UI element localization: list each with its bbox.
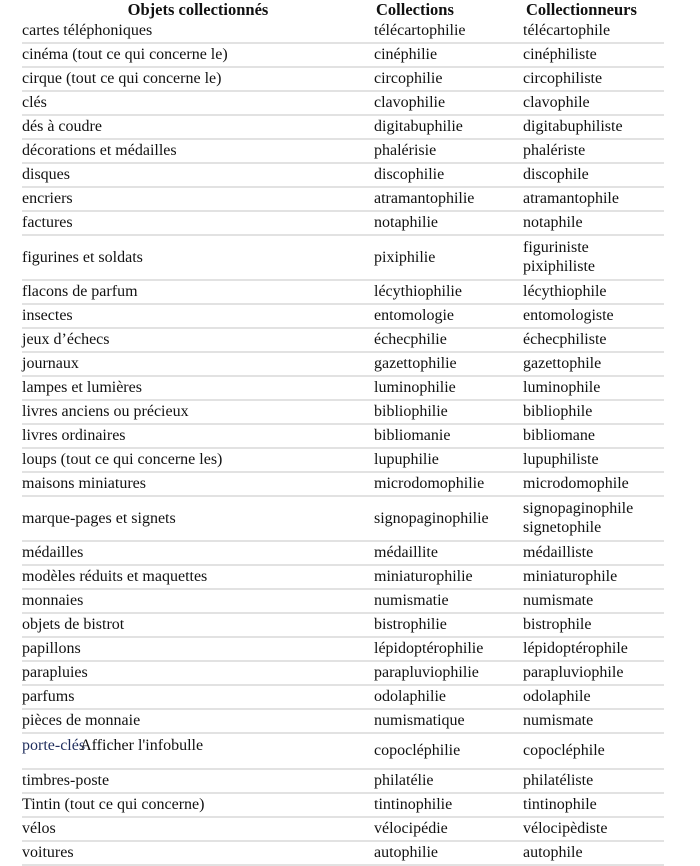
collector-cell: luminophile bbox=[523, 376, 664, 400]
table-row bbox=[22, 613, 664, 637]
collector-cell: vélocipèdiste bbox=[523, 817, 664, 841]
header-collections: Collections bbox=[376, 0, 454, 19]
collector-cell: clavophile bbox=[523, 91, 664, 115]
collection-cell: luminophilie bbox=[374, 376, 523, 400]
object-cell: lampes et lumières bbox=[22, 376, 374, 400]
collector-cell: odolaphile bbox=[523, 685, 664, 709]
collection-cell: digitabuphilie bbox=[374, 115, 523, 139]
collection-cell: bistrophilie bbox=[374, 613, 523, 637]
collector-cell: lépidoptérophile bbox=[523, 637, 664, 661]
collection-cell: lépidoptérophilie bbox=[374, 637, 523, 661]
table-row bbox=[22, 769, 664, 793]
collector-cell: circophiliste bbox=[523, 67, 664, 91]
collection-cell: odolaphilie bbox=[374, 685, 523, 709]
collection-cell: signopaginophilie bbox=[374, 496, 523, 541]
table-row bbox=[22, 733, 664, 769]
object-cell: disques bbox=[22, 163, 374, 187]
collector-cell: autophile bbox=[523, 841, 664, 865]
collector-cell: notaphile bbox=[523, 211, 664, 235]
object-cell: papillons bbox=[22, 637, 374, 661]
table-row bbox=[22, 67, 664, 91]
object-cell: figurines et soldats bbox=[22, 235, 374, 280]
collection-cell: télécartophilie bbox=[374, 20, 523, 43]
collector-cell: atramantophile bbox=[523, 187, 664, 211]
collector-cell: digitabuphiliste bbox=[523, 115, 664, 139]
collector-cell: cinéphiliste bbox=[523, 43, 664, 67]
collector-cell: lécythiophile bbox=[523, 280, 664, 304]
collector-cell: échecphiliste bbox=[523, 328, 664, 352]
object-cell: livres ordinaires bbox=[22, 424, 374, 448]
collector-line-2: signetophile bbox=[523, 519, 602, 536]
collection-cell: médaillite bbox=[374, 541, 523, 565]
collection-cell: miniaturophilie bbox=[374, 565, 523, 589]
collection-cell: vélocipédie bbox=[374, 817, 523, 841]
table-row bbox=[22, 20, 664, 43]
table-row bbox=[22, 841, 664, 865]
collection-cell: lécythiophilie bbox=[374, 280, 523, 304]
object-cell: maisons miniatures bbox=[22, 472, 374, 496]
collection-cell: philatélie bbox=[374, 769, 523, 793]
collector-cell: entomologiste bbox=[523, 304, 664, 328]
table-row bbox=[22, 139, 664, 163]
collector-cell: bibliomane bbox=[523, 424, 664, 448]
table-row bbox=[22, 565, 664, 589]
header-objects: Objets collectionnés bbox=[127, 0, 269, 19]
collection-cell: pixiphilie bbox=[374, 235, 523, 280]
collection-cell: tintinophilie bbox=[374, 793, 523, 817]
table-row bbox=[22, 352, 664, 376]
object-cell: vélos bbox=[22, 817, 374, 841]
object-cell: parapluies bbox=[22, 661, 374, 685]
table-row bbox=[22, 304, 664, 328]
object-cell: cartes téléphoniques bbox=[22, 20, 374, 43]
object-cell: modèles réduits et maquettes bbox=[22, 565, 374, 589]
header-collectors: Collectionneurs bbox=[526, 0, 637, 19]
collector-cell: microdomophile bbox=[523, 472, 664, 496]
collection-cell: bibliomanie bbox=[374, 424, 523, 448]
object-cell: livres anciens ou précieux bbox=[22, 400, 374, 424]
object-cell: objets de bistrot bbox=[22, 613, 374, 637]
collector-line-2: pixiphiliste bbox=[523, 258, 595, 275]
object-cell: loups (tout ce qui concerne les) bbox=[22, 448, 374, 472]
collection-cell: bibliophilie bbox=[374, 400, 523, 424]
table-row bbox=[22, 424, 664, 448]
collection-cell: discophilie bbox=[374, 163, 523, 187]
collector-cell: télécartophile bbox=[523, 20, 664, 43]
collections-table bbox=[22, 0, 664, 866]
collector-cell: bibliophile bbox=[523, 400, 664, 424]
collector-cell: lupuphiliste bbox=[523, 448, 664, 472]
table-row bbox=[22, 496, 664, 541]
table-row bbox=[22, 448, 664, 472]
collection-cell: atramantophilie bbox=[374, 187, 523, 211]
collection-cell: échecphilie bbox=[374, 328, 523, 352]
collection-cell: autophilie bbox=[374, 841, 523, 865]
collector-cell: phalériste bbox=[523, 139, 664, 163]
table-row bbox=[22, 376, 664, 400]
collector-cell: bistrophile bbox=[523, 613, 664, 637]
collection-cell: microdomophilie bbox=[374, 472, 523, 496]
collector-cell: parapluviophile bbox=[523, 661, 664, 685]
collector-cell: copocléphile bbox=[523, 733, 664, 769]
collection-cell: clavophilie bbox=[374, 91, 523, 115]
collector-cell bbox=[523, 235, 664, 280]
collector-cell bbox=[523, 496, 664, 541]
collector-line-1: signopaginophile bbox=[523, 500, 634, 517]
object-cell: timbres-poste bbox=[22, 769, 374, 793]
table-row bbox=[22, 709, 664, 733]
collection-cell: gazettophilie bbox=[374, 352, 523, 376]
object-cell: marque-pages et signets bbox=[22, 496, 374, 541]
object-cell: insectes bbox=[22, 304, 374, 328]
table-row bbox=[22, 187, 664, 211]
table-row bbox=[22, 211, 664, 235]
collection-cell: cinéphilie bbox=[374, 43, 523, 67]
object-cell: dés à coudre bbox=[22, 115, 374, 139]
object-cell: pièces de monnaie bbox=[22, 709, 374, 733]
object-cell: jeux d’échecs bbox=[22, 328, 374, 352]
collection-cell: phalérisie bbox=[374, 139, 523, 163]
object-cell: parfums bbox=[22, 685, 374, 709]
collector-cell: numismate bbox=[523, 709, 664, 733]
collector-cell: tintinophile bbox=[523, 793, 664, 817]
collection-cell: copocléphilie bbox=[374, 733, 523, 769]
collector-line-1: figuriniste bbox=[523, 239, 589, 256]
table-row bbox=[22, 400, 664, 424]
object-cell: voitures bbox=[22, 841, 374, 865]
table-row bbox=[22, 661, 664, 685]
object-cell: décorations et médailles bbox=[22, 139, 374, 163]
table-row bbox=[22, 637, 664, 661]
collection-cell: parapluviophilie bbox=[374, 661, 523, 685]
object-cell: flacons de parfum bbox=[22, 280, 374, 304]
table-row bbox=[22, 43, 664, 67]
object-cell: monnaies bbox=[22, 589, 374, 613]
collection-cell: circophilie bbox=[374, 67, 523, 91]
object-cell: encriers bbox=[22, 187, 374, 211]
table-row bbox=[22, 280, 664, 304]
object-cell: clés bbox=[22, 91, 374, 115]
collector-cell: numismate bbox=[523, 589, 664, 613]
collector-cell: médailliste bbox=[523, 541, 664, 565]
table-body bbox=[22, 20, 664, 865]
table-row bbox=[22, 235, 664, 280]
collector-cell: miniaturophile bbox=[523, 565, 664, 589]
object-cell: Tintin (tout ce qui concerne) bbox=[22, 793, 374, 817]
object-cell: médailles bbox=[22, 541, 374, 565]
table-row bbox=[22, 328, 664, 352]
table-row bbox=[22, 163, 664, 187]
collection-cell: numismatie bbox=[374, 589, 523, 613]
tooltip-text: Afficher l'infobulle bbox=[80, 737, 204, 754]
object-cell: cinéma (tout ce qui concerne le) bbox=[22, 43, 374, 67]
table-row bbox=[22, 541, 664, 565]
object-cell: cirque (tout ce qui concerne le) bbox=[22, 67, 374, 91]
object-cell bbox=[22, 733, 374, 769]
collection-cell: lupuphilie bbox=[374, 448, 523, 472]
table-row bbox=[22, 472, 664, 496]
table-row bbox=[22, 91, 664, 115]
table-row bbox=[22, 793, 664, 817]
table-row bbox=[22, 685, 664, 709]
object-cell: factures bbox=[22, 211, 374, 235]
table-row bbox=[22, 589, 664, 613]
collector-cell: discophile bbox=[523, 163, 664, 187]
porte-cles-link[interactable]: porte-clés bbox=[22, 737, 86, 754]
table-header-row bbox=[22, 0, 664, 20]
table-row bbox=[22, 817, 664, 841]
collector-cell: gazettophile bbox=[523, 352, 664, 376]
collection-cell: numismatique bbox=[374, 709, 523, 733]
collector-cell: philatéliste bbox=[523, 769, 664, 793]
table-row bbox=[22, 115, 664, 139]
collection-cell: entomologie bbox=[374, 304, 523, 328]
collection-cell: notaphilie bbox=[374, 211, 523, 235]
object-cell: journaux bbox=[22, 352, 374, 376]
